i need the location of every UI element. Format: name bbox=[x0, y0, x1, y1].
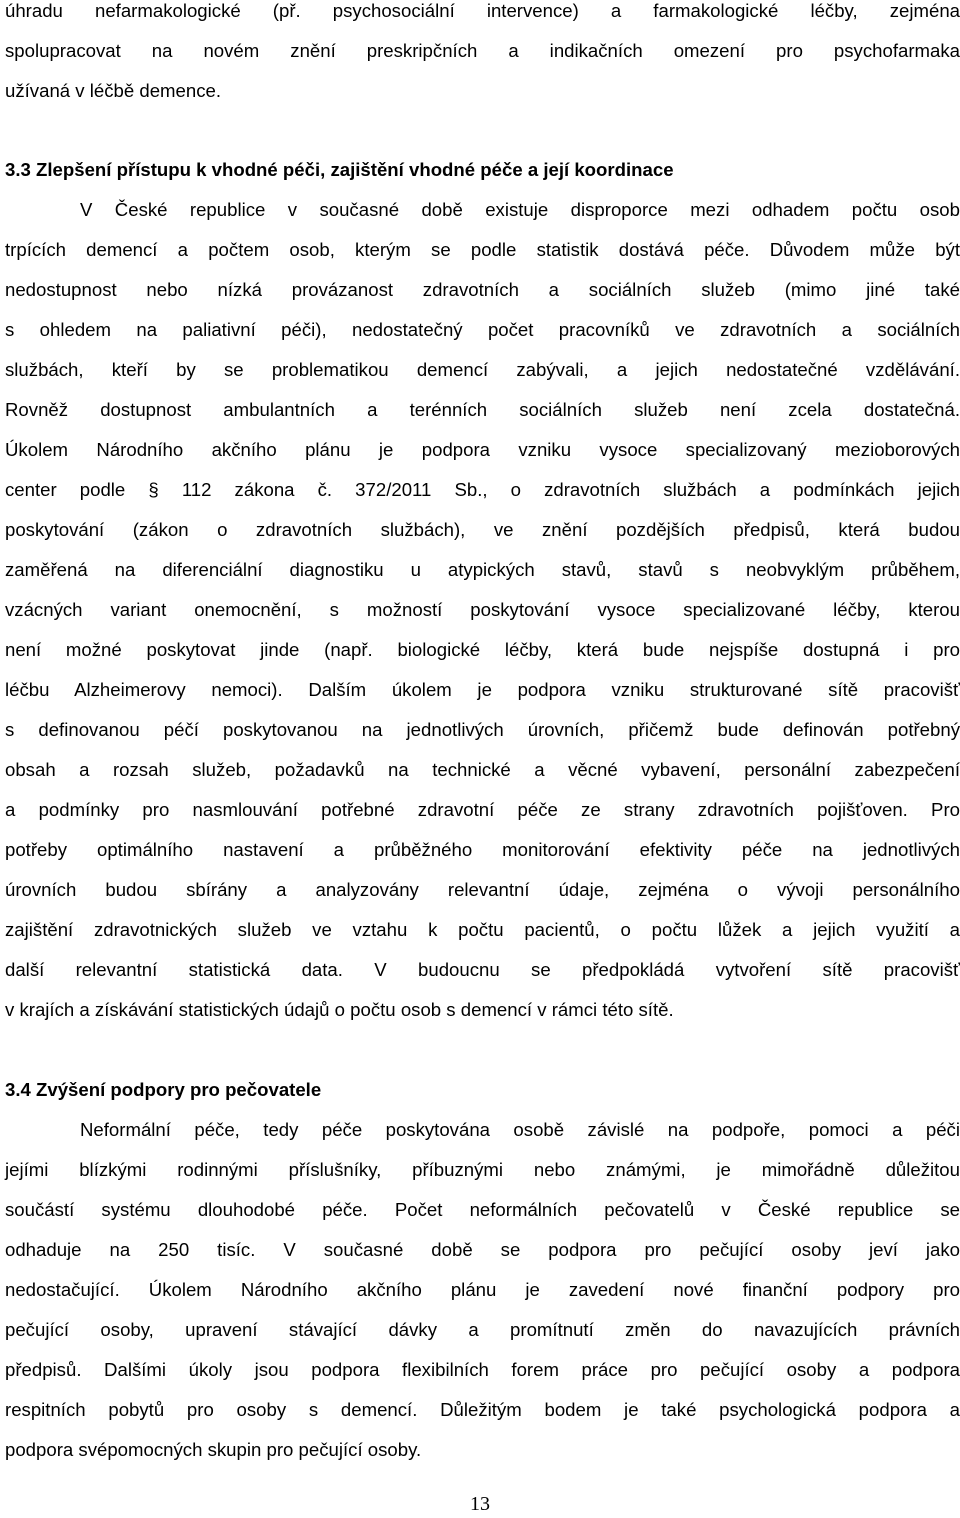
paragraph-line: nedostačující. Úkolem Národního akčního plánu je zavedení nové finanční podpory pro bbox=[5, 1279, 960, 1300]
paragraph-line: potřeby optimálního nastavení a průběžného monitorování efektivity péče na jednotlivých bbox=[5, 839, 960, 860]
paragraph-line: v krajích a získávání statistických údajů o počtu osob s demencí v rámci této sítě. bbox=[5, 999, 674, 1020]
paragraph-line: respitních pobytů pro osoby s demencí. Důležitým bodem je také psychologická podpora a bbox=[5, 1399, 960, 1420]
paragraph-line: úrovních budou sbírány a analyzovány relevantní údaje, zejména o vývoji personálního bbox=[5, 879, 960, 900]
paragraph-line: Úkolem Národního akčního plánu je podpora vzniku vysoce specializovaný mezioborových bbox=[5, 439, 960, 460]
paragraph-line: jejími blízkými rodinnými příslušníky, příbuznými nebo známými, je mimořádně důležitou bbox=[5, 1159, 960, 1180]
section-heading-3-3: 3.3 Zlepšení přístupu k vhodné péči, zajištění vhodné péče a její koordinace bbox=[5, 159, 674, 180]
paragraph-line: s definovanou péčí poskytovanou na jednotlivých úrovních, přičemž bude definován potřebný bbox=[5, 719, 960, 740]
paragraph-line: Neformální péče, tedy péče poskytována osobě závislé na podpoře, pomoci a péči bbox=[80, 1119, 960, 1140]
paragraph-line: s ohledem na paliativní péči), nedostatečný počet pracovníků ve zdravotních a sociálních bbox=[5, 319, 960, 340]
paragraph-line: poskytování (zákon o zdravotních službách), ve znění pozdějších předpisů, která budou bbox=[5, 519, 960, 540]
paragraph-line: vzácných variant onemocnění, s možností poskytování vysoce specializované léčby, kterou bbox=[5, 599, 960, 620]
paragraph-line: Rovněž dostupnost ambulantních a terénních sociálních služeb není zcela dostatečná. bbox=[5, 399, 960, 420]
paragraph-line: spolupracovat na novém znění preskripčních a indikačních omezení pro psychofarmaka bbox=[5, 40, 960, 61]
paragraph-line: další relevantní statistická data. V budoucnu se předpokládá vytvoření sítě pracovišť bbox=[5, 959, 960, 980]
paragraph-line: zaměřená na diferenciální diagnostiku u atypických stavů, stavů s neobvyklým průběhem, bbox=[5, 559, 960, 580]
paragraph-line: užívaná v léčbě demence. bbox=[5, 80, 222, 101]
page-number: 13 bbox=[470, 1493, 490, 1515]
paragraph-line: odhaduje na 250 tisíc. V současné době se podpora pro pečující osoby jeví jako bbox=[5, 1239, 960, 1260]
paragraph-line: není možné poskytovat jinde (např. biologické léčby, která bude nejspíše dostupná i pro bbox=[5, 639, 960, 660]
paragraph-line: úhradu nefarmakologické (př. psychosociální intervence) a farmakologické léčby, zejména bbox=[5, 0, 960, 21]
paragraph-line: obsah a rozsah služeb, požadavků na technické a věcné vybavení, personální zabezpečení bbox=[5, 759, 960, 780]
paragraph-line: V České republice v současné době existuje disproporce mezi odhadem počtu osob bbox=[80, 199, 960, 220]
paragraph-line: center podle § 112 zákona č. 372/2011 Sb., o zdravotních službách a podmínkách jejich bbox=[5, 479, 960, 500]
paragraph-line: předpisů. Dalšími úkoly jsou podpora flexibilních forem práce pro pečující osoby a podpora bbox=[5, 1359, 960, 1380]
paragraph-line: nedostupnost nebo nízká provázanost zdravotních a sociálních služeb (mimo jiné také bbox=[5, 279, 960, 300]
paragraph-line: podpora svépomocných skupin pro pečující osoby. bbox=[5, 1439, 422, 1460]
paragraph-line: službách, kteří by se problematikou demencí zabývali, a jejich nedostatečné vzdělávání. bbox=[5, 359, 960, 380]
paragraph-line: trpících demencí a počtem osob, kterým se podle statistik dostává péče. Důvodem může být bbox=[5, 239, 960, 260]
paragraph-line: a podmínky pro nasmlouvání potřebné zdravotní péče ze strany zdravotních pojišťoven. Pro bbox=[5, 799, 960, 820]
paragraph-line: součástí systému dlouhodobé péče. Počet neformálních pečovatelů v České republice se bbox=[5, 1199, 960, 1220]
paragraph-line: léčbu Alzheimerovy nemoci). Dalším úkolem je podpora vzniku strukturované sítě pracovišť bbox=[5, 679, 960, 700]
section-heading-3-4: 3.4 Zvýšení podpory pro pečovatele bbox=[5, 1079, 322, 1100]
paragraph-line: pečující osoby, upravení stávající dávky a promítnutí změn do navazujících právních bbox=[5, 1319, 960, 1340]
paragraph-line: zajištění zdravotnických služeb ve vztahu k počtu pacientů, o počtu lůžek a jejich využití a bbox=[5, 919, 960, 940]
